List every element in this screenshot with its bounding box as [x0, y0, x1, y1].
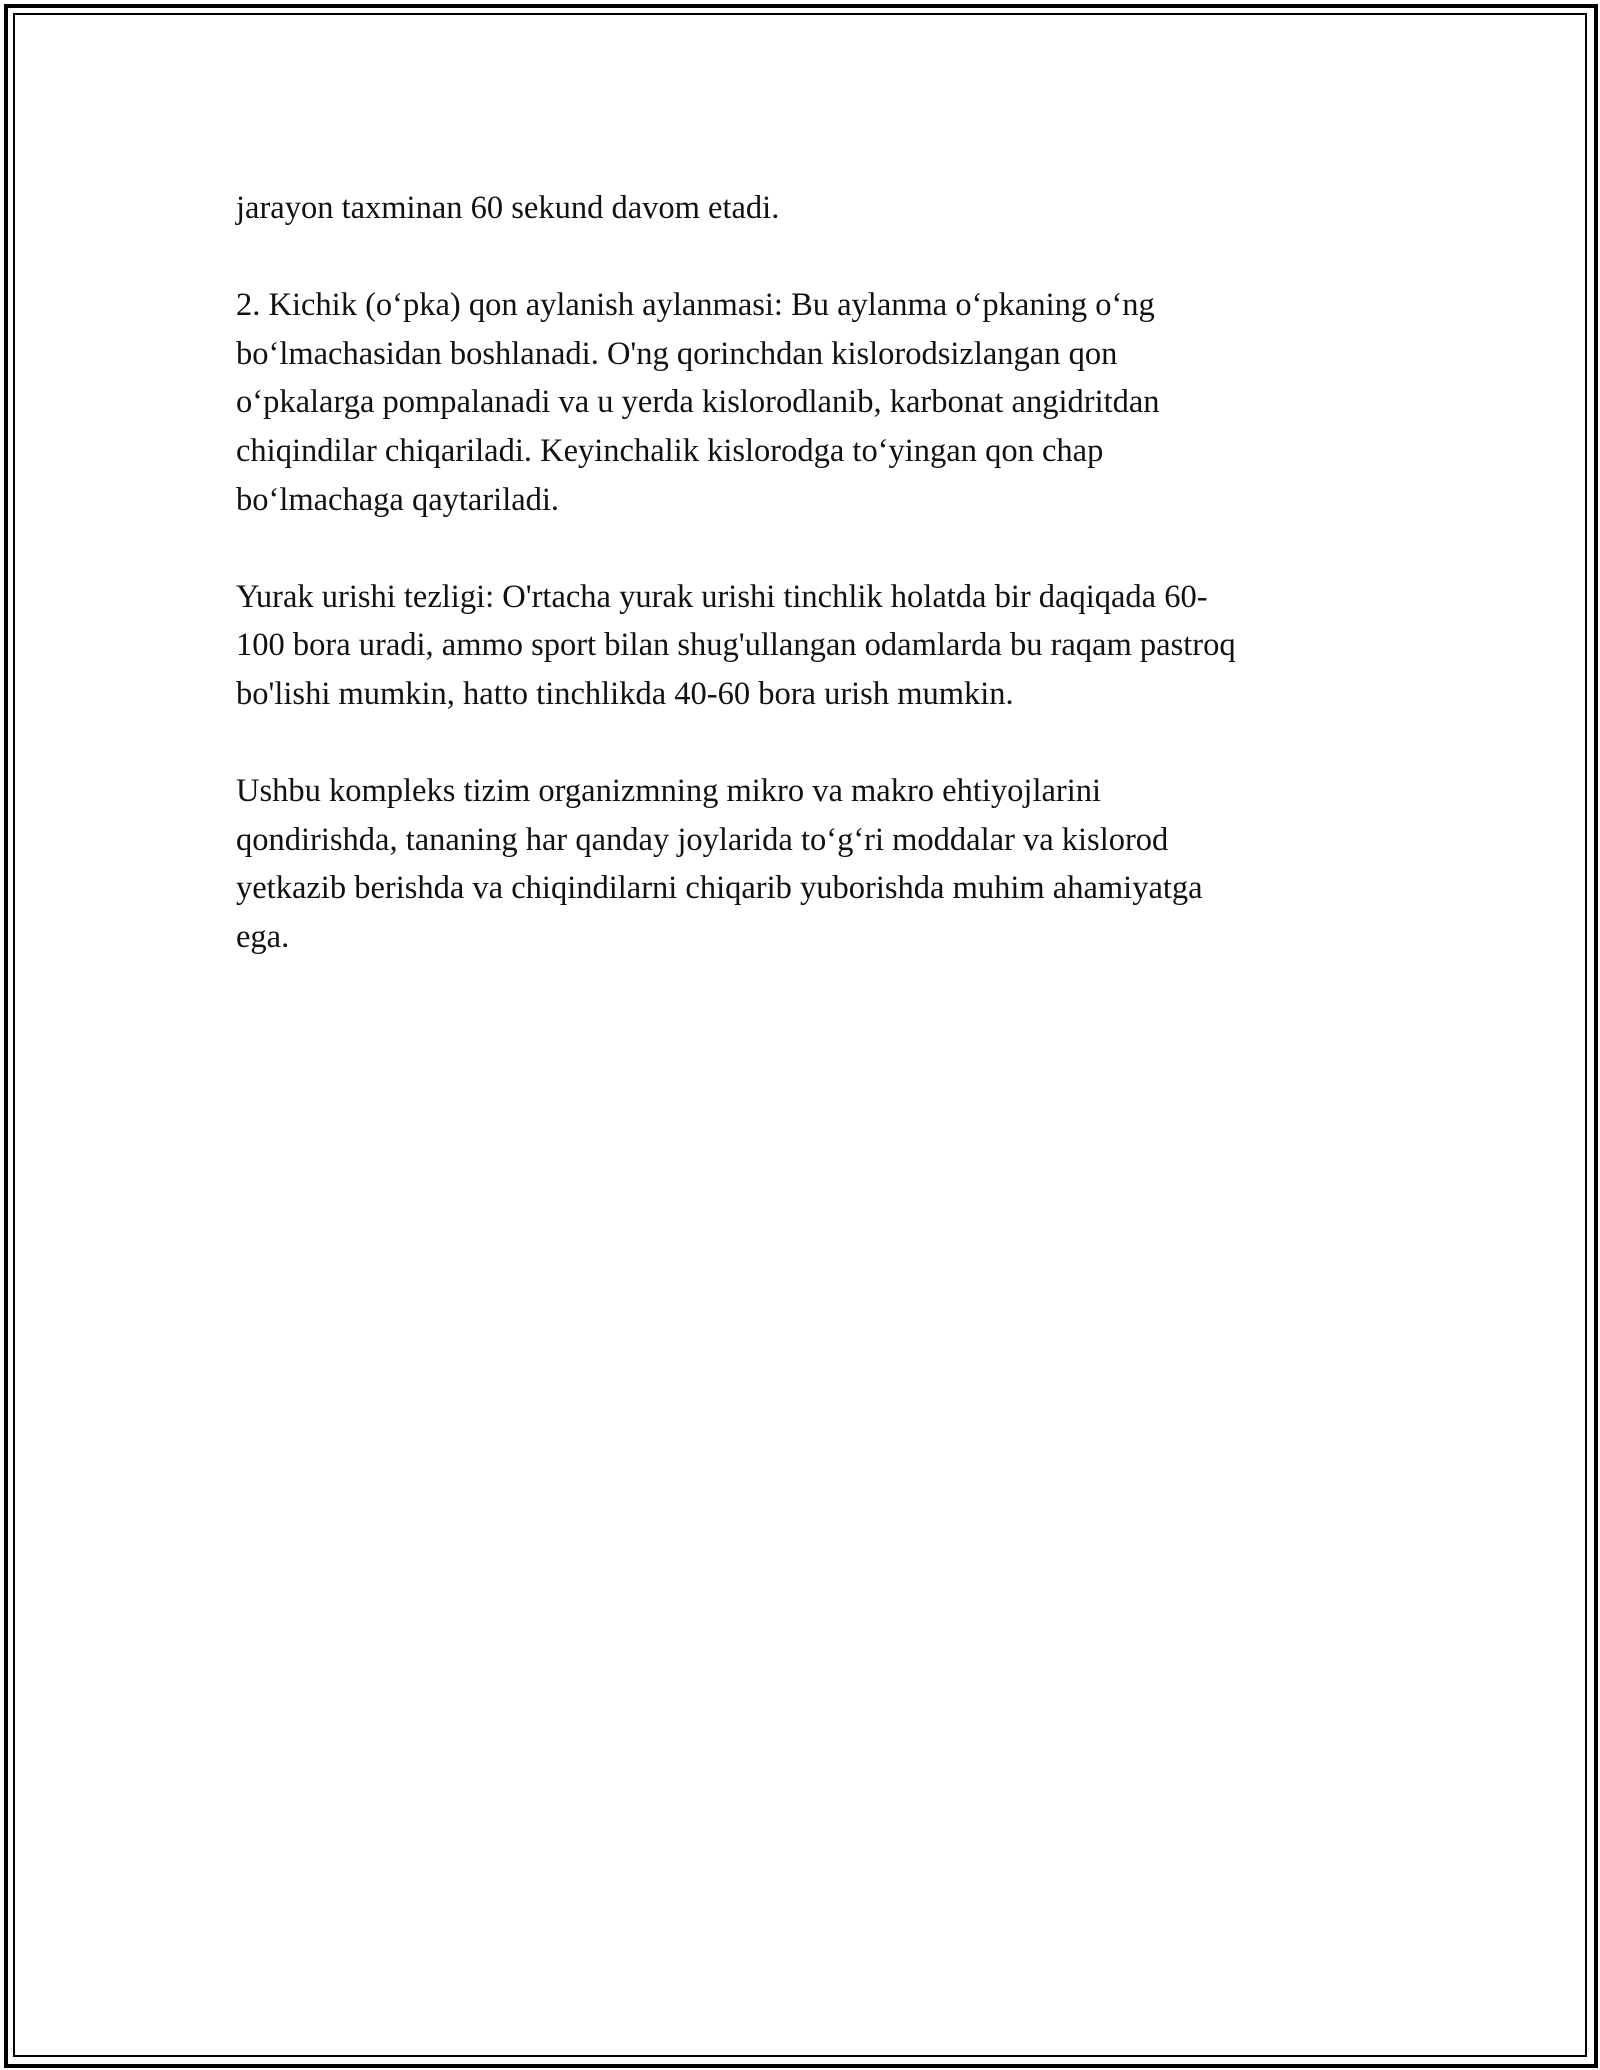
paragraph-pulmonary-circulation — [236, 281, 1386, 524]
paragraph-heart-rate — [236, 573, 1386, 719]
text-line: qondirishda, tananing har qanday joylarida to‘g‘ri moddalar va kislorod — [236, 821, 1169, 858]
text-line: bo‘lmachaga qaytariladi. — [236, 481, 560, 518]
text-line: 100 bora uradi, ammo sport bilan shug'ullangan odamlarda bu raqam pastroq — [236, 627, 1236, 664]
text-line: jarayon taxminan 60 sekund davom etadi. — [236, 190, 780, 226]
text-line: 2. Kichik (o‘pka) qon aylanish aylanmasi: Bu aylanma o‘pkaning o‘ng — [236, 287, 1155, 324]
text-line: o‘pkalarga pompalanadi va u yerda kislorodlanib, karbonat angidritdan — [236, 384, 1160, 421]
text-line: bo‘lmachasidan boshlanadi. O'ng qorinchdan kislorodsizlangan qon — [236, 335, 1118, 372]
text-line: Ushbu kompleks tizim organizmning mikro va makro ehtiyojlarini — [236, 773, 1102, 810]
paragraph-conclusion — [236, 767, 1386, 961]
document-body — [236, 184, 1386, 1010]
paragraph-continuation — [236, 184, 1386, 233]
text-line: bo'lishi mumkin, hatto tinchlikda 40-60 bora urish mumkin. — [236, 675, 1014, 712]
text-line: ega. — [236, 918, 290, 955]
text-line: yetkazib berishda va chiqindilarni chiqarib yuborishda muhim ahamiyatga — [236, 870, 1203, 907]
text-line: chiqindilar chiqariladi. Keyinchalik kislorodga to‘yingan qon chap — [236, 432, 1104, 469]
text-line: Yurak urishi tezligi: O'rtacha yurak urishi tinchlik holatda bir daqiqada 60- — [236, 578, 1208, 615]
